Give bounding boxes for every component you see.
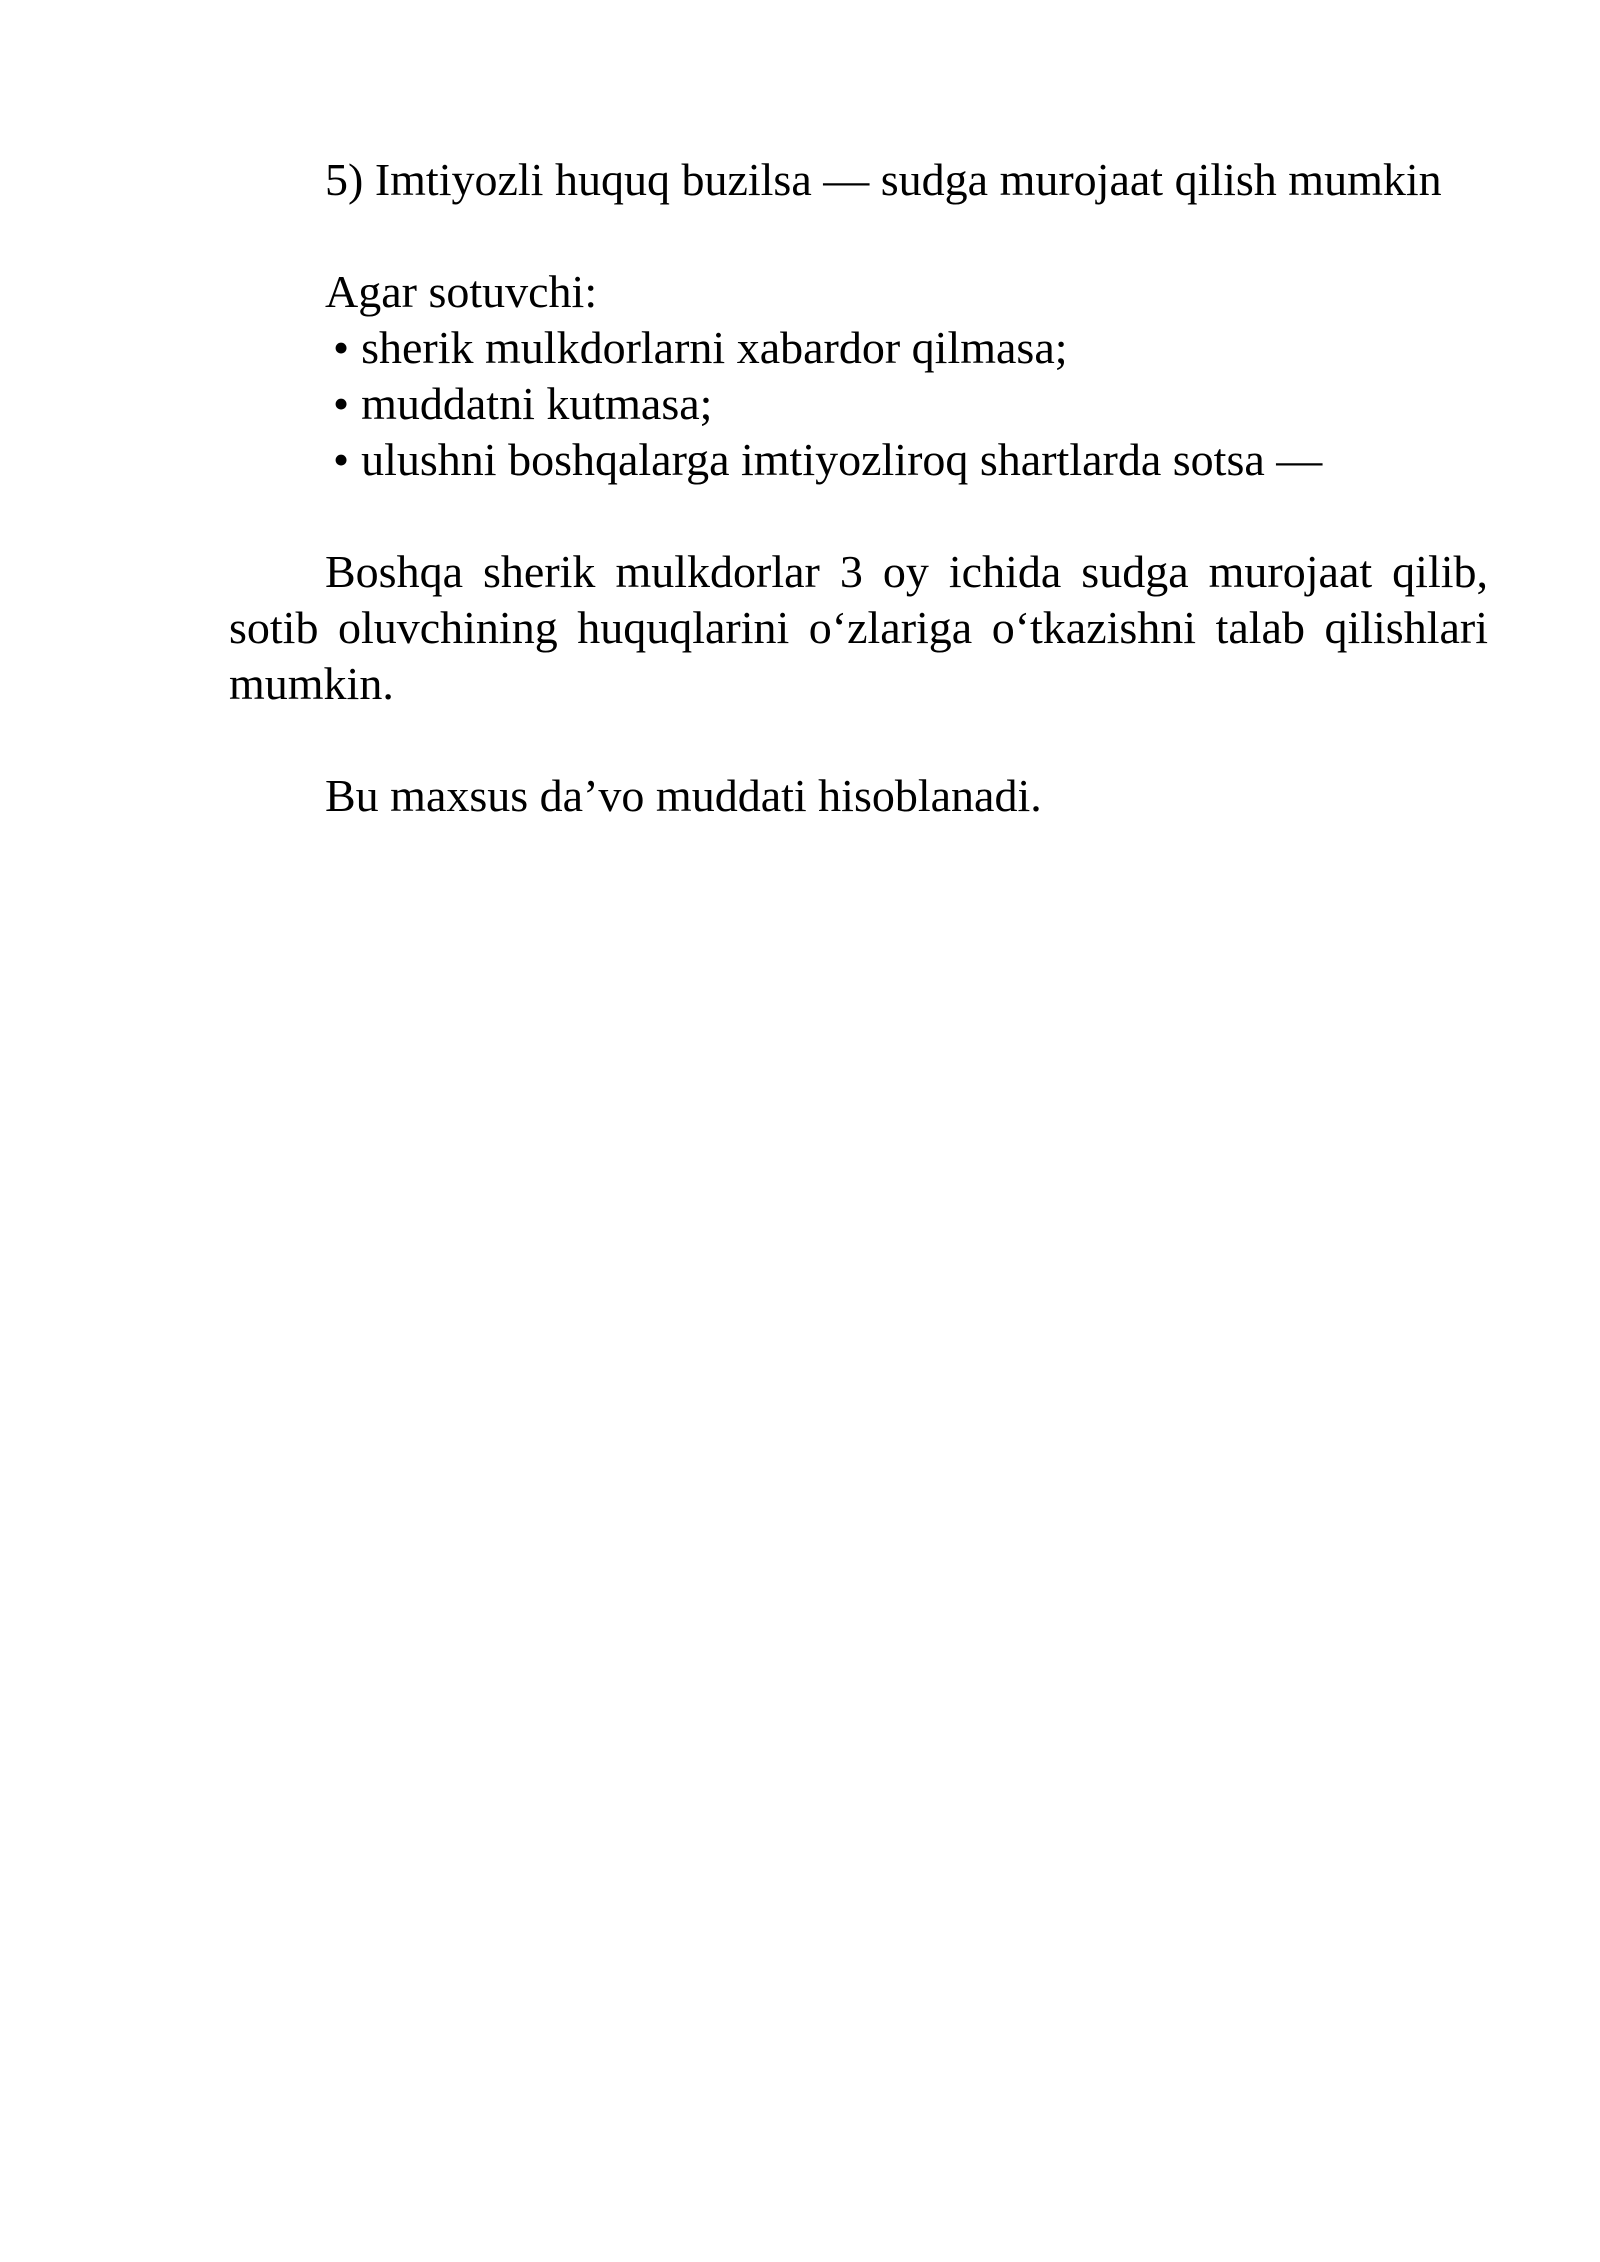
document-body	[229, 152, 1488, 824]
list-item	[229, 432, 1488, 488]
list-item-text: muddatni kutmasa;	[361, 378, 713, 429]
paragraph-spacer	[229, 712, 1488, 768]
conditions-list	[229, 320, 1488, 488]
list-item	[229, 320, 1488, 376]
paragraph-spacer	[229, 208, 1488, 264]
list-item-text: sherik mulkdorlarni xabardor qilmasa;	[361, 322, 1068, 373]
paragraph-spacer	[229, 488, 1488, 544]
bullet-icon: •	[333, 434, 350, 485]
paragraph-maxsus-davo: Bu maxsus da’vo muddati hisoblanadi.	[325, 770, 1042, 821]
bullet-icon: •	[333, 322, 350, 373]
list-item	[229, 376, 1488, 432]
paragraph-imtiyozli-huquq: 5) Imtiyozli huquq buzilsa — sudga murojaat qilish mumkin	[325, 154, 1442, 205]
paragraph-boshqa-sherik: Boshqa sherik mulkdorlar 3 oy ichida sudga murojaat qilib, sotib oluvchining huquqlarini o‘zlariga o‘tkazishni talab qilishlari mumkin.	[229, 546, 1488, 709]
paragraph-agar-sotuvchi: Agar sotuvchi:	[325, 266, 598, 317]
list-item-text: ulushni boshqalarga imtiyozliroq shartlarda sotsa —	[361, 434, 1323, 485]
bullet-icon: •	[333, 378, 350, 429]
